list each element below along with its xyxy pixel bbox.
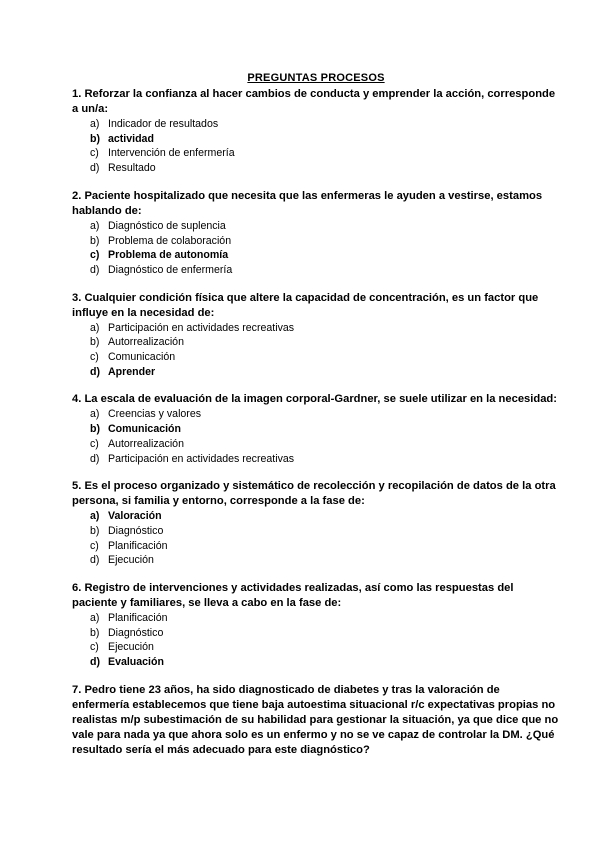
answer-option	[72, 248, 560, 263]
option-letter: c)	[90, 641, 99, 654]
option-letter: b)	[90, 524, 100, 537]
question-stem: 6. Registro de intervenciones y actividades realizadas, así como las respuestas del paciente y familiares, se lleva a cabo en la fase de:	[72, 582, 514, 610]
question-stem: 1. Reforzar la confianza al hacer cambios de conducta y emprender la acción, corresponde a un/a:	[72, 88, 556, 115]
answer-option	[72, 539, 560, 554]
answer-option	[72, 132, 560, 147]
option-text: Autorrealización	[108, 336, 184, 349]
option-letter: d)	[90, 263, 100, 276]
answer-option	[72, 407, 560, 422]
answer-option	[72, 335, 560, 350]
option-letter: d)	[90, 554, 100, 567]
question-stem: 5. Es el proceso organizado y sistemático de recolección y recopilación de datos de la otra persona, si familia y entorno, corresponde a la fase de:	[72, 480, 556, 508]
option-letter: d)	[90, 452, 100, 465]
option-letter: a)	[90, 321, 100, 334]
page-title: PREGUNTAS PROCESOS	[247, 72, 385, 84]
option-text: Ejecución	[108, 641, 154, 654]
answer-option	[72, 263, 560, 278]
option-text: Indicador de resultados	[108, 118, 219, 130]
answer-option	[72, 234, 560, 249]
option-letter: c)	[90, 437, 99, 450]
answer-option	[72, 640, 560, 655]
question-stem: 3. Cualquier condición física que altere la capacidad de concentración, es un factor que influye en la necesidad de:	[72, 291, 539, 319]
question-2	[72, 189, 560, 278]
option-letter: c)	[90, 539, 99, 552]
question-stem: 2. Paciente hospitalizado que necesita que las enfermeras le ayuden a vestirse, estamos hablando de:	[72, 189, 543, 217]
option-letter: d)	[90, 162, 100, 175]
question-7	[72, 683, 560, 758]
option-letter: b)	[90, 626, 100, 639]
answer-option	[72, 655, 560, 670]
option-letter: d)	[90, 656, 100, 669]
option-letter: b)	[90, 336, 100, 349]
option-list	[72, 407, 560, 466]
option-text: Diagnóstico de suplencia	[108, 219, 226, 232]
question-list	[72, 87, 560, 758]
answer-option	[72, 553, 560, 568]
answer-option	[72, 437, 560, 452]
option-text: Diagnóstico	[108, 524, 164, 537]
option-text: Comunicación	[108, 423, 181, 436]
answer-option	[72, 509, 560, 524]
question-4	[72, 392, 560, 466]
option-list	[72, 117, 560, 176]
option-text: Ejecución	[108, 554, 154, 567]
option-text: Resultado	[108, 162, 156, 175]
option-list	[72, 321, 560, 380]
answer-option	[72, 422, 560, 437]
option-letter: c)	[90, 249, 100, 262]
option-list	[72, 611, 560, 670]
answer-option	[72, 452, 560, 467]
option-letter: b)	[90, 423, 100, 436]
question-1	[72, 87, 560, 176]
option-letter: b)	[90, 132, 100, 145]
option-text: Diagnóstico	[108, 626, 164, 639]
option-letter: b)	[90, 234, 100, 247]
option-text: Aprender	[108, 365, 156, 378]
option-letter: c)	[90, 351, 99, 364]
option-text: Planificación	[108, 612, 168, 625]
option-text: Creencias y valores	[108, 408, 202, 421]
answer-option	[72, 321, 560, 336]
option-letter: a)	[90, 510, 100, 523]
option-text: Problema de colaboración	[108, 234, 232, 247]
option-letter: a)	[90, 118, 100, 130]
option-text: Autorrealización	[108, 437, 184, 450]
option-list	[72, 219, 560, 278]
answer-option	[72, 626, 560, 641]
question-3	[72, 291, 560, 380]
answer-option	[72, 365, 560, 380]
option-letter: a)	[90, 219, 100, 232]
question-stem: 7. Pedro tiene 23 años, ha sido diagnosticado de diabetes y tras la valoración de enfermería establecemos que tiene baja autoestima situacional r/c expectativas propias no realistas m/p subestimación de su habilidad para gestionar la situación, ya que dice que no vale para nada ya que ahora solo es un enfermo y no se ve capaz de controlar la DM. ¿Qué resultado sería el más adecuado para este diagnóstico?	[72, 683, 559, 756]
option-text: Participación en actividades recreativas	[108, 452, 295, 465]
option-letter: d)	[90, 365, 100, 378]
option-letter: a)	[90, 612, 100, 625]
option-text: Diagnóstico de enfermería	[108, 263, 233, 276]
answer-option	[72, 219, 560, 234]
question-6	[72, 581, 560, 670]
option-list	[72, 509, 560, 568]
option-text: Comunicación	[108, 351, 176, 364]
answer-option	[72, 524, 560, 539]
option-text: Intervención de enfermería	[108, 147, 235, 160]
answer-option	[72, 146, 560, 161]
option-letter: c)	[90, 147, 99, 160]
answer-option	[72, 350, 560, 365]
option-text: Planificación	[108, 539, 168, 552]
answer-option	[72, 117, 560, 132]
answer-option	[72, 161, 560, 176]
option-text: actividad	[108, 132, 154, 145]
option-text: Valoración	[108, 510, 162, 523]
option-text: Evaluación	[108, 656, 164, 669]
option-text: Problema de autonomía	[108, 249, 229, 262]
answer-option	[72, 611, 560, 626]
question-5	[72, 479, 560, 568]
option-text: Participación en actividades recreativas	[108, 321, 295, 334]
option-letter: a)	[90, 408, 100, 421]
question-stem: 4. La escala de evaluación de la imagen corporal-Gardner, se suele utilizar en la necesidad:	[72, 393, 557, 406]
